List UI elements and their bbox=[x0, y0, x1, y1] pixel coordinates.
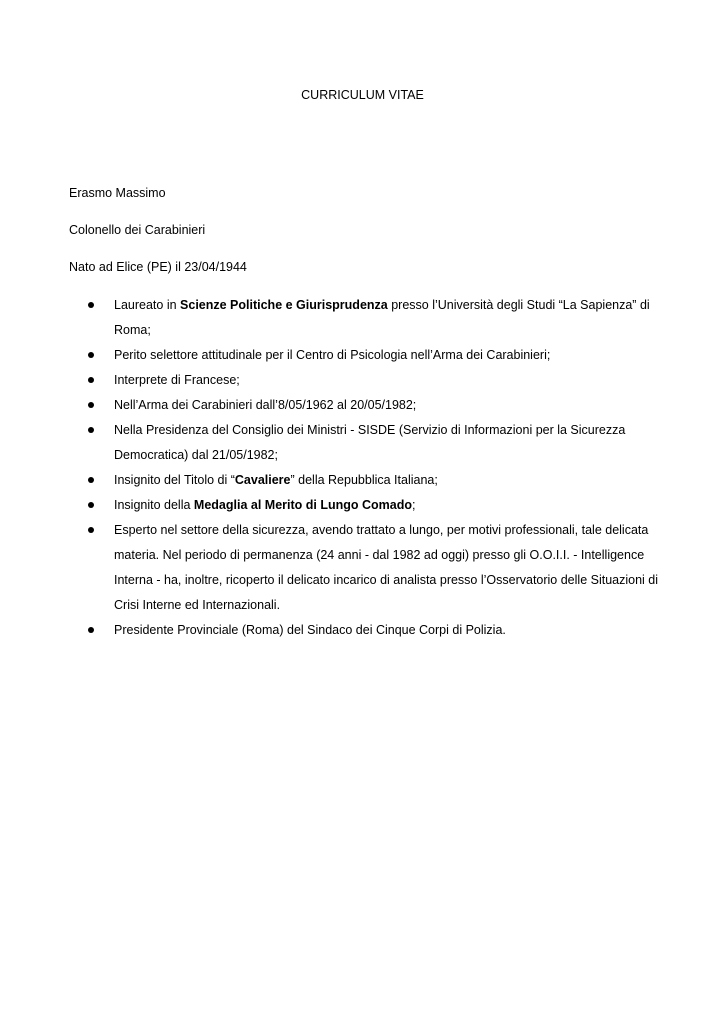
bullet-text-post: ” della Repubblica Italiana; bbox=[290, 473, 438, 487]
bullet-text-pre: Presidente Provinciale (Roma) del Sindaco dei Cinque Corpi di Polizia. bbox=[114, 623, 506, 637]
bullet-item bbox=[0, 393, 725, 418]
person-name: Erasmo Massimo bbox=[69, 186, 166, 200]
bullet-text-bold: Cavaliere bbox=[234, 473, 291, 487]
person-rank: Colonello dei Carabinieri bbox=[69, 223, 206, 237]
bullet-icon bbox=[88, 477, 94, 483]
bullet-icon bbox=[88, 502, 94, 508]
bullet-text-pre: Nella Presidenza del Consiglio dei Ministri - SISDE (Servizio di Informazioni per la Sicurezza Democratica) dal 21/05/1982; bbox=[114, 423, 626, 462]
bullet-item bbox=[0, 418, 725, 468]
bullet-text-pre: Interprete di Francese; bbox=[114, 373, 240, 387]
bullet-icon bbox=[88, 352, 94, 358]
bullet-icon bbox=[88, 427, 94, 433]
bullet-text-post: presso l’Università degli Studi “La Sapienza” di Roma; bbox=[114, 298, 650, 337]
bullet-text-pre: Perito selettore attitudinale per il Centro di Psicologia nell’Arma dei Carabinieri; bbox=[114, 348, 551, 362]
bullet-item bbox=[0, 293, 725, 343]
person-birth: Nato ad Elice (PE) il 23/04/1944 bbox=[69, 260, 247, 274]
bullet-item bbox=[0, 493, 725, 518]
bullet-text-pre: Nell’Arma dei Carabinieri dall’8/05/1962 al 20/05/1982; bbox=[114, 398, 417, 412]
bullet-text-bold: Scienze Politiche e Giurisprudenza bbox=[180, 298, 388, 312]
bullet-icon bbox=[88, 302, 94, 308]
cv-bullet-list bbox=[0, 293, 725, 643]
bullet-item bbox=[0, 518, 725, 618]
bullet-item bbox=[0, 468, 725, 493]
bullet-text-pre: Insignito della bbox=[114, 498, 194, 512]
bullet-text-pre: Insignito del Titolo di “ bbox=[114, 473, 235, 487]
page-title: CURRICULUM VITAE bbox=[301, 88, 424, 102]
bullet-text-pre: Laureato in bbox=[114, 298, 181, 312]
bullet-icon bbox=[88, 402, 94, 408]
bullet-icon bbox=[88, 627, 94, 633]
bullet-item bbox=[0, 343, 725, 368]
bullet-text-post: ; bbox=[411, 498, 416, 512]
bullet-icon bbox=[88, 377, 94, 383]
bullet-item bbox=[0, 618, 725, 643]
bullet-item bbox=[0, 368, 725, 393]
bullet-text-bold: Medaglia al Merito di Lungo Comado bbox=[193, 498, 412, 512]
bullet-text-pre: Esperto nel settore della sicurezza, avendo trattato a lungo, per motivi professionali, tale delicata materia. Nel periodo di permanenza (24 anni - dal 1982 ad oggi) presso gli O.O.I.I. - Intelligence Interna - ha, inoltre, ricoperto il delicato incarico di analista presso l’Osservatorio delle Situazioni di Crisi Interne ed Internazionali. bbox=[114, 523, 659, 612]
bullet-icon bbox=[88, 527, 94, 533]
